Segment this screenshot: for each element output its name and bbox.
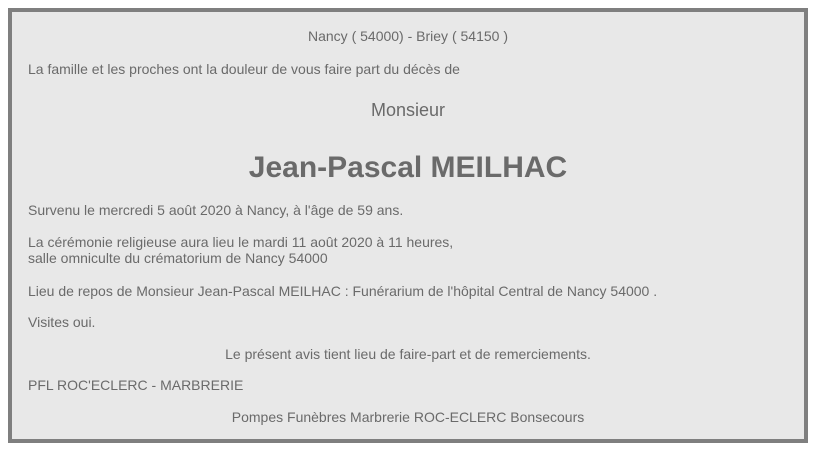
resting-place: Lieu de repos de Monsieur Jean-Pascal MEILHAC : Funérarium de l'hôpital Central de Nancy 54000 .: [28, 283, 658, 299]
deceased-name: Jean-Pascal MEILHAC: [248, 151, 568, 184]
obituary-notice: [8, 8, 808, 443]
ceremony-line-2: salle omniculte du crématorium de Nancy 54000: [28, 250, 328, 266]
death-info: Survenu le mercredi 5 août 2020 à Nancy, à l'âge de 59 ans.: [28, 202, 404, 218]
funeral-service: PFL ROC'ECLERC - MARBRERIE: [28, 377, 244, 393]
notice-statement: Le présent avis tient lieu de faire-part et de remerciements.: [225, 346, 591, 362]
honorific: Monsieur: [370, 100, 446, 120]
intro-text: La famille et les proches ont la douleur de vous faire part du décès de: [28, 61, 460, 77]
funeral-home-signature: Pompes Funèbres Marbrerie ROC-ECLERC Bonsecours: [231, 409, 585, 425]
location-line: Nancy ( 54000) - Briey ( 54150 ): [308, 28, 508, 44]
visits-info: Visites oui.: [28, 314, 96, 330]
ceremony-line-1: La cérémonie religieuse aura lieu le mardi 11 août 2020 à 11 heures,: [28, 234, 454, 250]
